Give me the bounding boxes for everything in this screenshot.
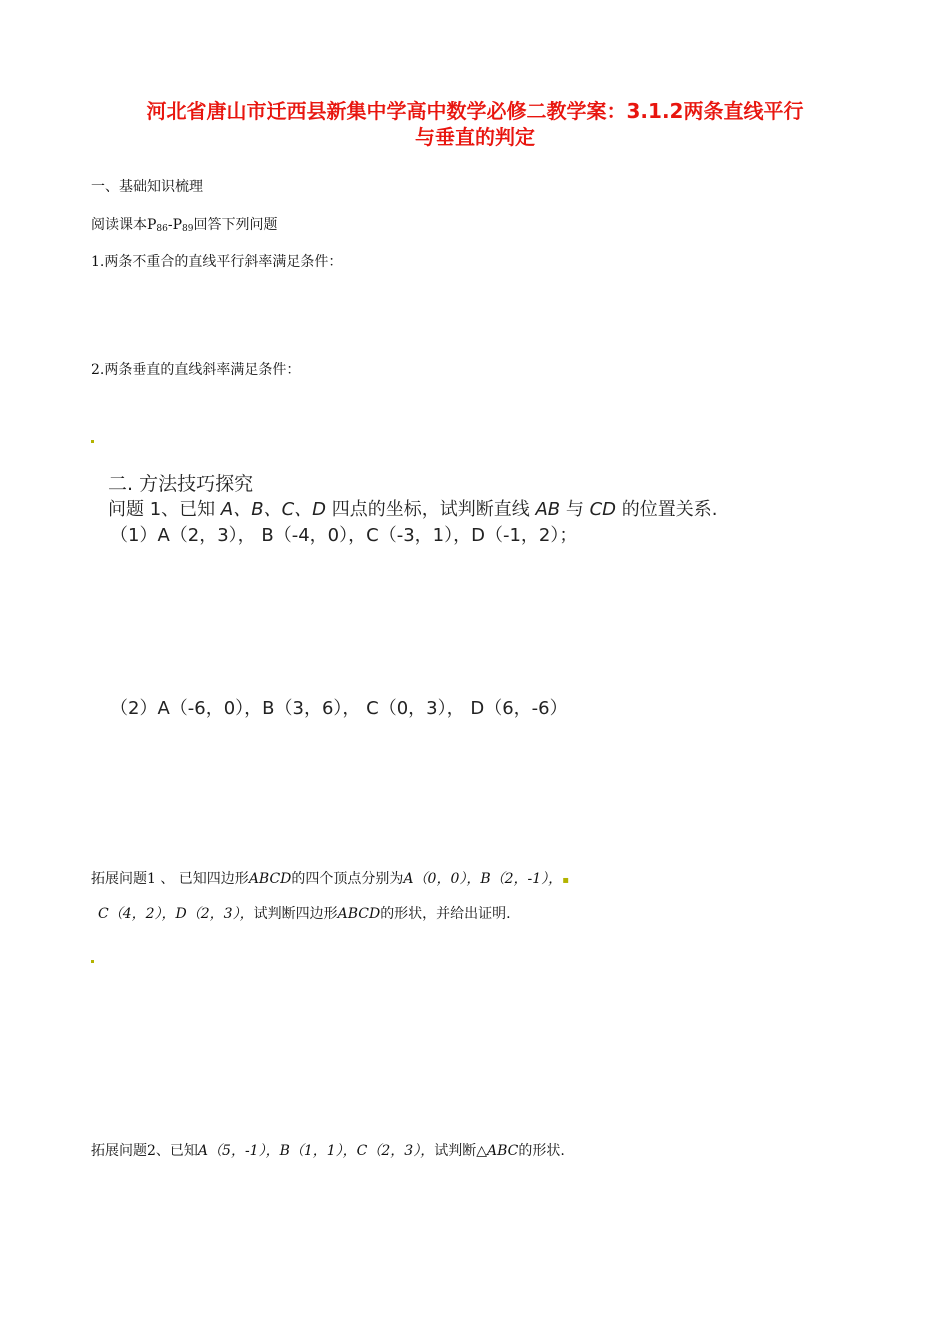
stray-mark: [91, 440, 94, 443]
problem1-prefix: 问题 1、已知: [108, 499, 221, 520]
question-perpendicular: 2.两条垂直的直线斜率满足条件：: [91, 362, 301, 378]
reading-suffix: 回答下列问题: [193, 217, 278, 233]
section2-heading: 二. 方法技巧探究: [108, 473, 254, 495]
extension2-mid: 试判断△: [434, 1143, 487, 1159]
quadrilateral-name-1: ABCD: [248, 871, 292, 887]
problem1-part1: （1）A（2，3）， B（-4，0），C（-3，1），D（-1，2）；: [110, 525, 578, 546]
document-title-line1: 河北省唐山市迁西县新集中学高中数学必修二教学案：3.1.2两条直线平行: [146, 99, 804, 123]
question-parallel: 1.两条不重合的直线平行斜率满足条件：: [91, 254, 343, 270]
section1-heading: 一、基础知识梳理: [91, 179, 203, 195]
extension1-mid: 的四个顶点分别为: [291, 871, 404, 887]
problem1-points: A、B、C、D: [220, 499, 326, 520]
page-end: 89: [182, 224, 194, 234]
quadrilateral-name-2: ABCD: [337, 906, 381, 922]
extension1-line1: [91, 869, 569, 891]
document-title-line2: 与垂直的判定: [415, 125, 535, 149]
extension1-points-ab: A（0，0），B（2，-1），: [403, 871, 563, 887]
problem1-statement: [108, 498, 717, 522]
extension1-prefix: 拓展问题1 、 已知四边形: [91, 871, 249, 887]
reading-prefix: 阅读课本P: [91, 217, 157, 233]
extension1-suffix: 的形状，并给出证明.: [380, 906, 511, 922]
extension1-mid2: 试判断四边形: [253, 906, 338, 922]
problem1-suffix: 的位置关系.: [616, 499, 718, 520]
page-start: 86: [156, 224, 168, 234]
extension2-prefix: 拓展问题2、已知: [91, 1143, 198, 1159]
extension1-points-cd: C（4，2），D（2，3），: [98, 906, 254, 922]
extension2-points: A（5，-1），B（1，1），C（2，3），: [197, 1143, 435, 1159]
stray-mark: ▪: [562, 875, 569, 886]
problem1-part2: （2）A（-6，0），B（3，6）， C（0，3）， D（6，-6）: [110, 698, 568, 719]
reading-mid: -P: [167, 217, 183, 233]
extension2-line: [91, 1141, 565, 1161]
triangle-name: ABC: [487, 1143, 519, 1159]
stray-mark: [91, 960, 94, 963]
extension2-suffix: 的形状.: [518, 1143, 565, 1159]
extension1-line2: [98, 904, 511, 924]
line-ab: AB: [535, 499, 561, 520]
problem1-mid: 四点的坐标，试判断直线: [326, 499, 536, 520]
line-cd: CD: [589, 499, 617, 520]
reading-instruction: [91, 215, 277, 239]
problem1-and: 与: [560, 499, 590, 520]
